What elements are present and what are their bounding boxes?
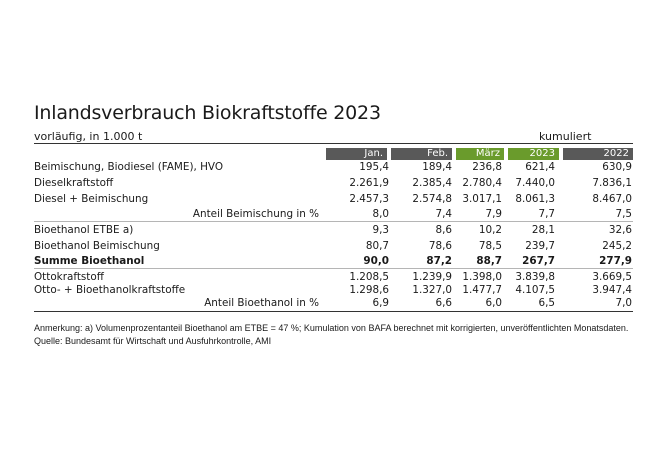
cell-2022: 8.467,0 [592,193,632,205]
row-label: Ottokraftstoff [34,271,104,283]
table-row [34,271,633,284]
cell-maerz: 88,7 [476,255,502,267]
row-label: Anteil Bioethanol in % [204,297,319,309]
cumulative-label: kumuliert [539,130,592,143]
cell-maerz: 10,2 [478,224,502,236]
cell-maerz: 3.017,1 [462,193,502,205]
cell-jan: 90,0 [363,255,389,267]
cell-2023: 8.061,3 [515,193,555,205]
cell-jan: 80,7 [365,240,389,252]
row-label: Otto- + Bioethanolkraftstoffe [34,284,186,296]
cell-2022: 7,0 [615,297,632,309]
cell-2023: 4.107,5 [515,284,555,296]
cell-feb: 1.327,0 [412,284,452,296]
top-divider [34,143,633,144]
cell-maerz: 236,8 [472,161,502,173]
cell-feb: 2.385,4 [412,177,452,189]
cell-jan: 1.208,5 [349,271,389,283]
cell-2023: 7,7 [538,208,555,220]
cell-2023: 239,7 [525,240,555,252]
cell-maerz: 2.780,4 [462,177,502,189]
header-jan: Jan. [326,148,387,160]
cell-jan: 8,0 [372,208,389,220]
footnote: Anmerkung: a) Volumenprozentanteil Bioethanol am ETBE = 47 %; Kumulation von BAFA berechnet mit korrigierten, unveröffentlichten Monatsdaten. [34,323,629,333]
cell-maerz: 6,0 [485,297,502,309]
page-title: Inlandsverbrauch Biokraftstoffe 2023 [34,102,381,124]
cell-2022: 7.836,1 [592,177,632,189]
table-row [34,161,633,174]
section-divider [34,221,633,222]
cell-2023: 3.839,8 [515,271,555,283]
header-feb: Feb. [391,148,452,160]
cell-2023: 28,1 [531,224,555,236]
cell-maerz: 7,9 [485,208,502,220]
cell-2022: 245,2 [602,240,632,252]
table-row [34,224,633,237]
table-row [34,208,633,221]
bottom-divider [34,311,633,312]
cell-jan: 9,3 [372,224,389,236]
cell-2022: 3.669,5 [592,271,632,283]
table-row [34,193,633,206]
header-maerz: März [456,148,504,160]
header-2022: 2022 [563,148,633,160]
row-label: Diesel + Beimischung [34,193,149,205]
cell-feb: 78,6 [428,240,452,252]
cell-feb: 8,6 [435,224,452,236]
header-2023: 2023 [508,148,559,160]
cell-2023: 6,5 [538,297,555,309]
table-row [34,240,633,253]
cell-2022: 7,5 [615,208,632,220]
table-row [34,297,633,310]
cell-feb: 7,4 [435,208,452,220]
cell-maerz: 1.477,7 [462,284,502,296]
cell-jan: 195,4 [359,161,389,173]
cell-jan: 2.457,3 [349,193,389,205]
row-label: Bioethanol ETBE a) [34,224,134,236]
cell-2023: 267,7 [522,255,555,267]
cell-2022: 630,9 [602,161,632,173]
row-label: Summe Bioethanol [34,255,145,267]
row-label: Bioethanol Beimischung [34,240,160,252]
cell-jan: 2.261,9 [349,177,389,189]
cell-2023: 621,4 [525,161,555,173]
source-note: Quelle: Bundesamt für Wirtschaft und Ausfuhrkontrolle, AMI [34,336,272,346]
row-label: Dieselkraftstoff [34,177,114,189]
cell-maerz: 78,5 [478,240,502,252]
cell-2023: 7.440,0 [515,177,555,189]
section-divider [34,268,633,269]
cell-2022: 3.947,4 [592,284,632,296]
cell-feb: 87,2 [426,255,452,267]
cell-jan: 6,9 [372,297,389,309]
row-label: Anteil Beimischung in % [192,208,319,220]
table-row-total [34,255,633,268]
cell-feb: 1.239,9 [412,271,452,283]
cell-feb: 189,4 [422,161,452,173]
cell-jan: 1.298,6 [349,284,389,296]
cell-2022: 32,6 [608,224,632,236]
table-row [34,284,633,297]
table-row [34,177,633,190]
cell-feb: 6,6 [435,297,452,309]
cell-feb: 2.574,8 [412,193,452,205]
cell-maerz: 1.398,0 [462,271,502,283]
row-label: Beimischung, Biodiesel (FAME), HVO [34,161,224,173]
unit-subtitle: vorläufig, in 1.000 t [34,130,143,143]
cell-2022: 277,9 [599,255,632,267]
